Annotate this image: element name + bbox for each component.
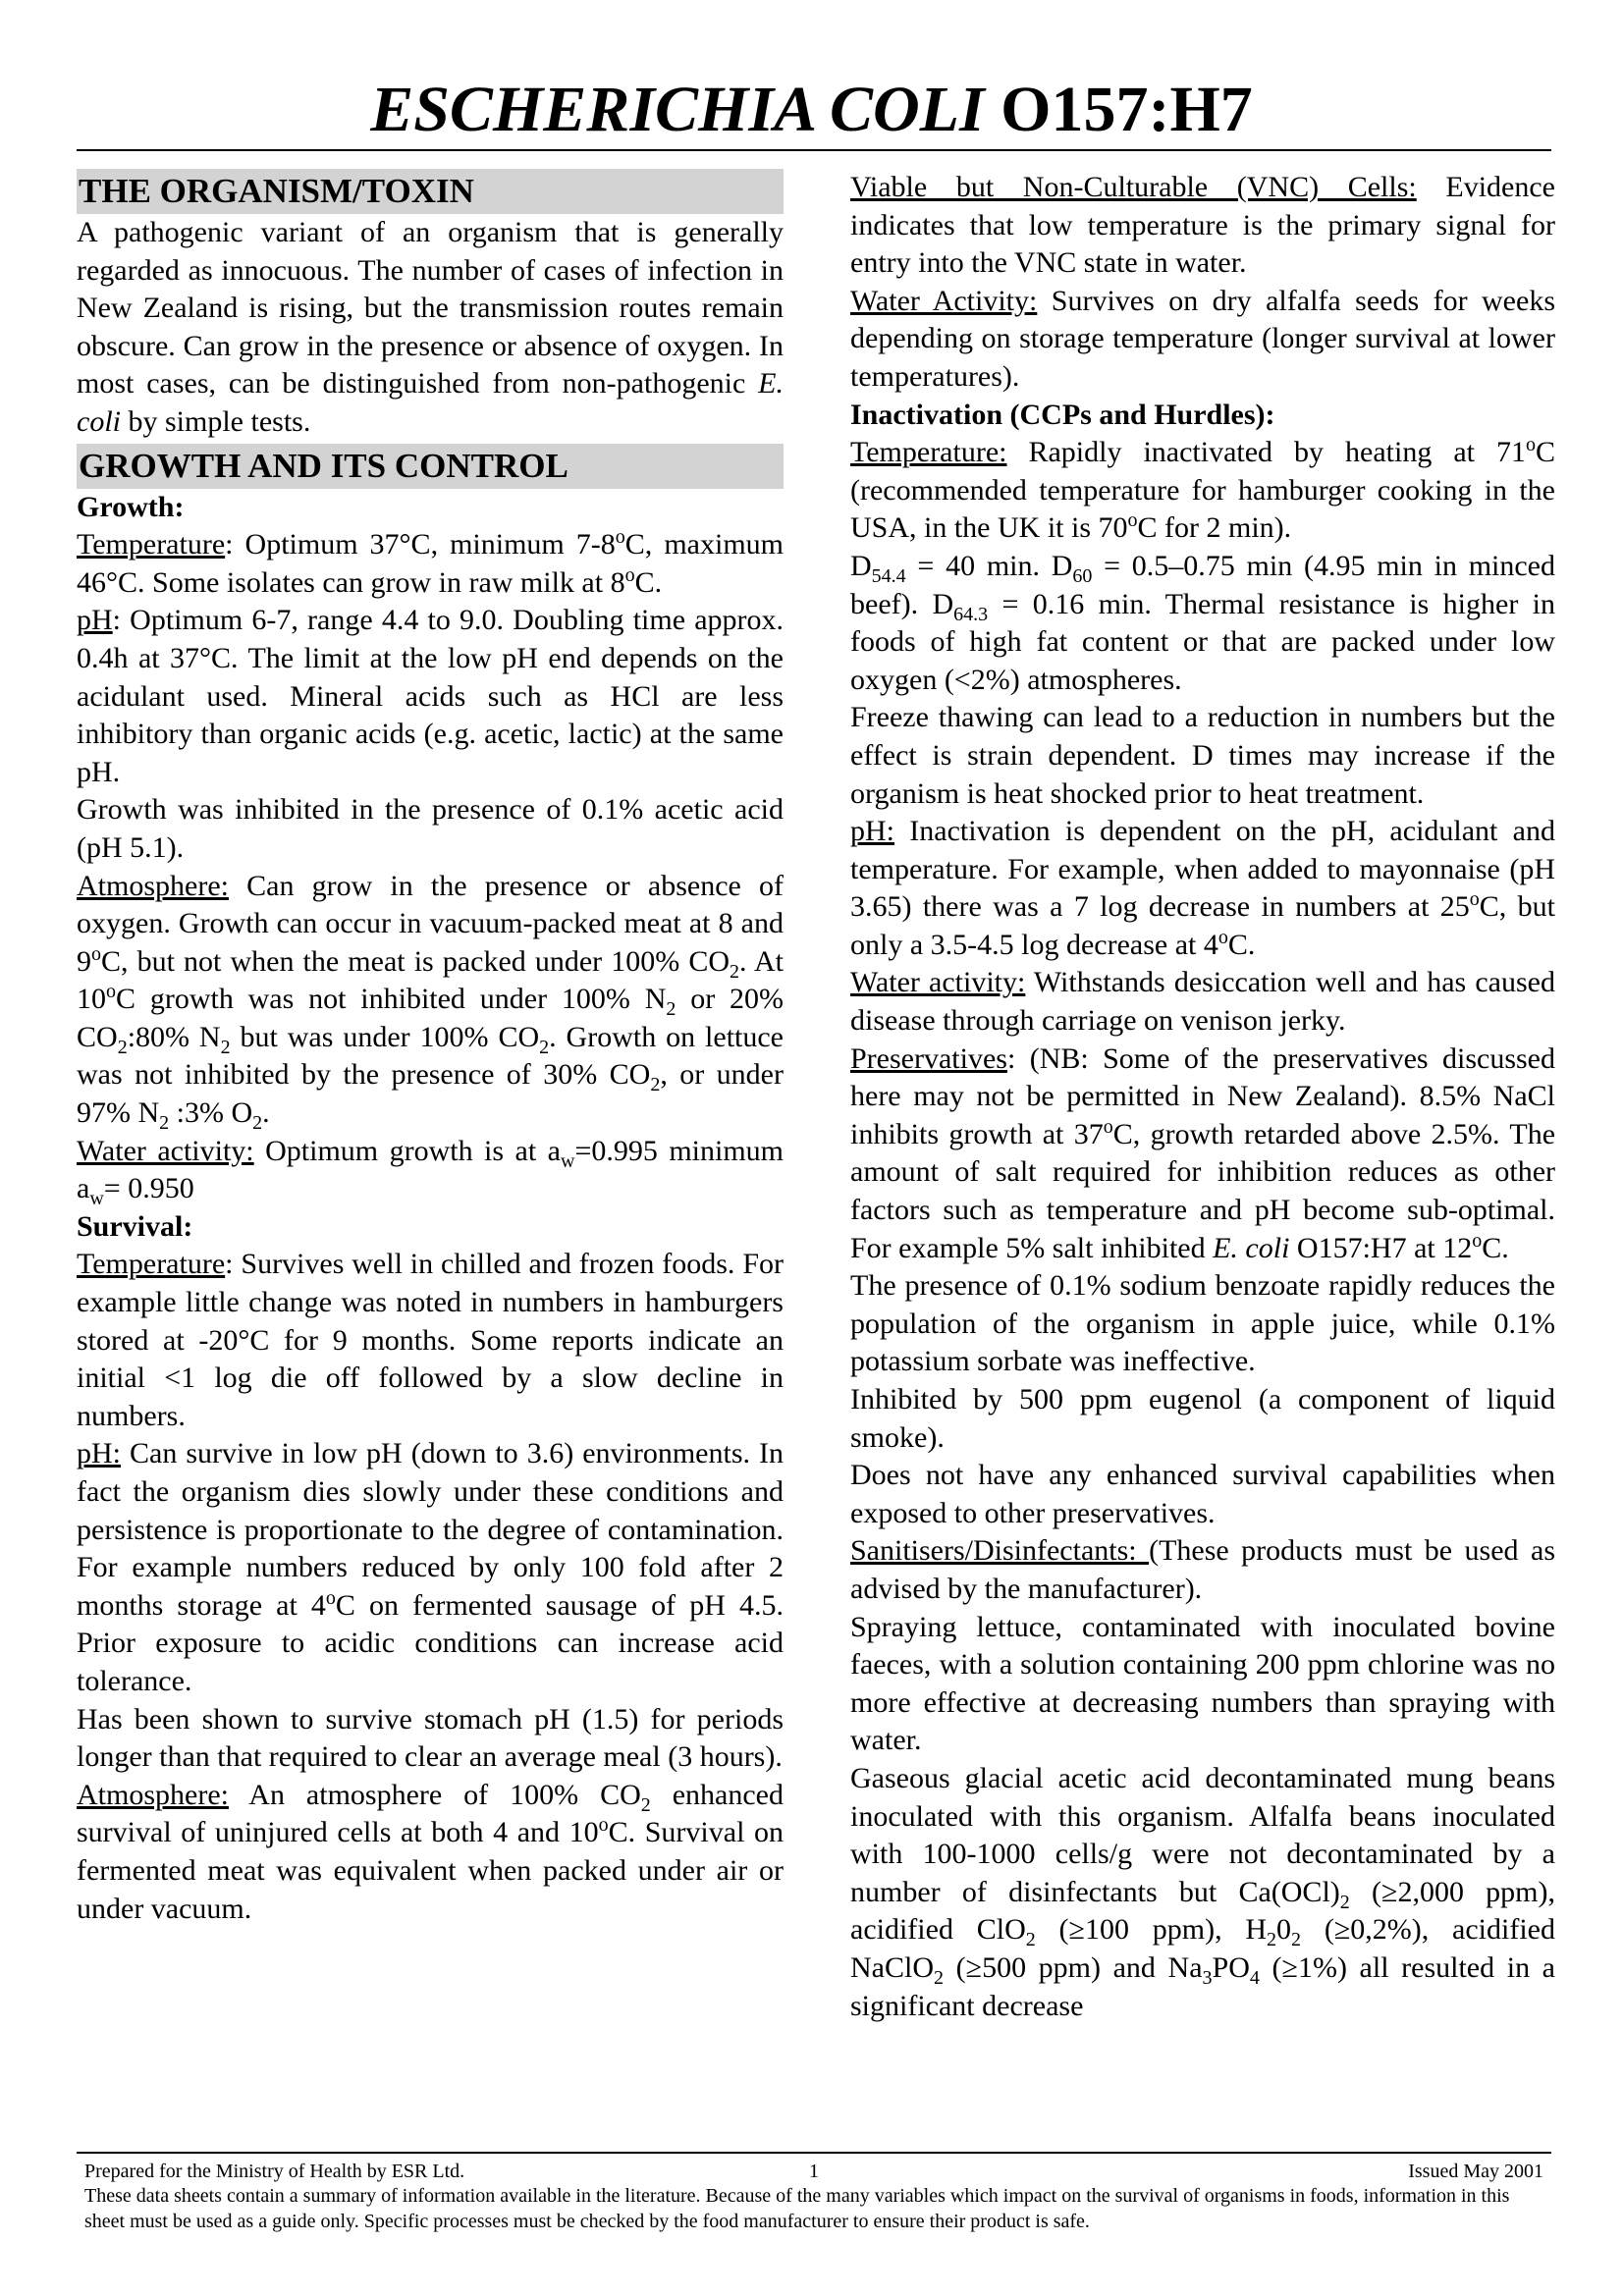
right-column xyxy=(850,169,1555,2025)
survival-temperature: Temperature: Survives well in chilled and frozen foods. For example little change was noted in numbers in hamburgers stored at -20°C for 9 months. Some reports indicate an initial <1 log die off followed by a slow decline in numbers. xyxy=(77,1248,784,1432)
footer-disclaimer: These data sheets contain a summary of information available in the literature. Because of the many variables which impact on the survival of organisms in foods, information in this sheet must be used as a guide only. Specific processes must be checked by the food manufacturer to ensure their product is safe. xyxy=(84,2185,1510,2232)
benzoate: The presence of 0.1% sodium benzoate rapidly reduces the population of the organism in apple juice, while 0.1% potassium sorbate was ineffective. xyxy=(850,1269,1555,1378)
growth-heading: Growth: xyxy=(77,490,185,523)
inactivation-temperature: Temperature: Rapidly inactivated by heating at 71$^o$C (recommended temperature for hamburger cooking in the USA, in the UK it is 70$^o$C for 2 min). xyxy=(850,434,1555,545)
inactivation-water-activity: Water activity: Withstands desiccation well and has caused disease through carriage on venison jerky. xyxy=(850,966,1555,1038)
survival-water-activity: Water Activity: Survives on dry alfalfa seeds for weeks depending on storage temperature (longer survival at lower temperatures). xyxy=(850,284,1555,393)
survival-ph: pH: Can survive in low pH (down to 3.6) environments. In fact the organism dies slowly under these conditions and persistence is proportionate to the degree of contamination. For example numbers reduced by only 100 fold after 2 months storage at 4$^o$C on fermented sausage of pH 4.5. Prior exposure to acidic conditions can increase acid tolerance. xyxy=(77,1437,784,1697)
sanitisers: Sanitisers/Disinfectants: (These products must be used as advised by the manufacturer). xyxy=(850,1534,1556,1605)
footer-row xyxy=(84,2159,1543,2184)
title-divider xyxy=(77,149,1551,151)
eugenol: Inhibited by 500 ppm eugenol (a component of liquid smoke). xyxy=(850,1383,1555,1454)
inactivation-heading: Inactivation (CCPs and Hurdles): xyxy=(850,398,1275,431)
page-number: 1 xyxy=(809,2161,819,2182)
organism-paragraph: A pathogenic variant of an organism that is generally regarded as innocuous. The number of cases of infection in New Zealand is rising, but the transmission routes remain obscure. Can grow in the presence or absence of oxygen. In most cases, can be distinguished from non-pathogenic E. coli by simple tests. xyxy=(77,216,784,438)
spraying-lettuce: Spraying lettuce, contaminated with inoculated bovine faeces, with a solution containing 200 ppm chlorine was no more effective at decreasing numbers than spraying with water. xyxy=(850,1610,1555,1757)
title-serotype: O157:H7 xyxy=(984,74,1253,145)
section-heading-growth-control: GROWTH AND ITS CONTROL xyxy=(77,444,784,489)
survival-atmosphere: Atmosphere: An atmosphere of 100% $CO_2$ enhanced survival of uninjured cells at both 4 and 10$^o$C. Survival on fermented meat was equivalent when packed under air or under vacuum. xyxy=(77,1778,784,1925)
inactivation-ph: pH: Inactivation is dependent on the pH, acidulant and temperature. For example, when added to mayonnaise (pH 3.65) there was a 7 log decrease in numbers at 25$^o$C, but only a 3.5-4.5 log decrease at 4$^o$C. xyxy=(850,815,1555,961)
preservatives: Preservatives: (NB: Some of the preservatives discussed here may not be permitted in New Zealand). 8.5% NaCl inhibits growth at 37$^o$C, growth retarded above 2.5%. The amount of salt required for inhibition reduces as other factors such as temperature and pH become sub-optimal. For example 5% salt inhibited E. coli O157:H7 at 12$^o$C. xyxy=(850,1041,1556,1264)
footer-prepared: Prepared for the Ministry of Health by ESR Ltd. xyxy=(84,2161,465,2182)
growth-acetic: Growth was inhibited in the presence of 0.1% acetic acid (pH 5.1). xyxy=(77,793,784,864)
growth-atmosphere: Atmosphere: Can grow in the presence or absence of oxygen. Growth can occur in vacuum-packed meat at 8 and 9$^o$C, but not when the meat is packed under 100% $CO_2$. At 10$^o$C growth was not inhibited under 100% $N_2$ or 20% $CO_2:80\%$ $N_2$ but was under 100% $CO_2$. Growth on lettuce was not inhibited by the presence of 30% $CO_2$, or under 97% $N_2$ :3% $O_2$. xyxy=(77,869,784,1135)
gaseous-acetic: Gaseous glacial acetic acid decontaminated mung beans inoculated with this organism. Alfalfa beans inoculated with 100-1000 cells/g were not decontaminated by a number of disinfectants but $Ca(OCl)_2$ (≥2,000 ppm), acidified ClO$_2$ (≥100 ppm), $H_20_2$ (≥0,2%), acidified NaClO$_2$ (≥500 ppm) and $Na_3PO_4$ (≥1%) all resulted in a significant decrease xyxy=(850,1761,1555,2022)
issue-date: Issued May 2001 xyxy=(1408,2161,1543,2182)
section-heading-organism: THE ORGANISM/TOXIN xyxy=(77,169,784,214)
vnc-paragraph: Viable but Non-Culturable (VNC) Cells: Evidence indicates that low temperature is the primary signal for entry into the VNC state in water. xyxy=(850,171,1555,280)
page-title xyxy=(0,71,1623,149)
title-organism-name: ESCHERICHIA COLI xyxy=(370,74,985,145)
growth-temperature: Temperature: Optimum 37°C, minimum 7-8$^o$C, maximum 46°C. Some isolates can grow in raw milk at 8$^o$C. xyxy=(77,526,784,599)
growth-ph: pH: Optimum 6-7, range 4.4 to 9.0. Doubling time approx. 0.4h at 37°C. The limit at the low pH end depends on the acidulant used. Mineral acids such as HCl are less inhibitory than organic acids (e.g. acetic, lactic) at the same pH. xyxy=(77,604,784,788)
freeze-thawing: Freeze thawing can lead to a reduction in numbers but the effect is strain dependent. D times may increase if the organism is heat shocked prior to heat treatment. xyxy=(850,701,1555,810)
d-values: $D_{54.4} = 40$ min. $D_{60} = 0.5-0.75$ min (4.95 min in minced beef). $D_{64.3} = 0.16$ min. Thermal resistance is higher in foods of high fat content or that are packed under low oxygen (<2%) atmospheres. xyxy=(850,549,1556,696)
footer-divider xyxy=(77,2152,1551,2154)
growth-water-activity: Water activity: Optimum growth is at $a_w=0.995$ minimum $a_w= 0.950$ xyxy=(77,1134,784,1210)
survival-heading: Survival: xyxy=(77,1209,193,1243)
left-column xyxy=(77,169,784,1928)
other-preservatives: Does not have any enhanced survival capabilities when exposed to other preservatives. xyxy=(850,1459,1555,1529)
survival-stomach: Has been shown to survive stomach pH (1.5) for periods longer than that required to clear an average meal (3 hours). xyxy=(77,1702,784,1774)
